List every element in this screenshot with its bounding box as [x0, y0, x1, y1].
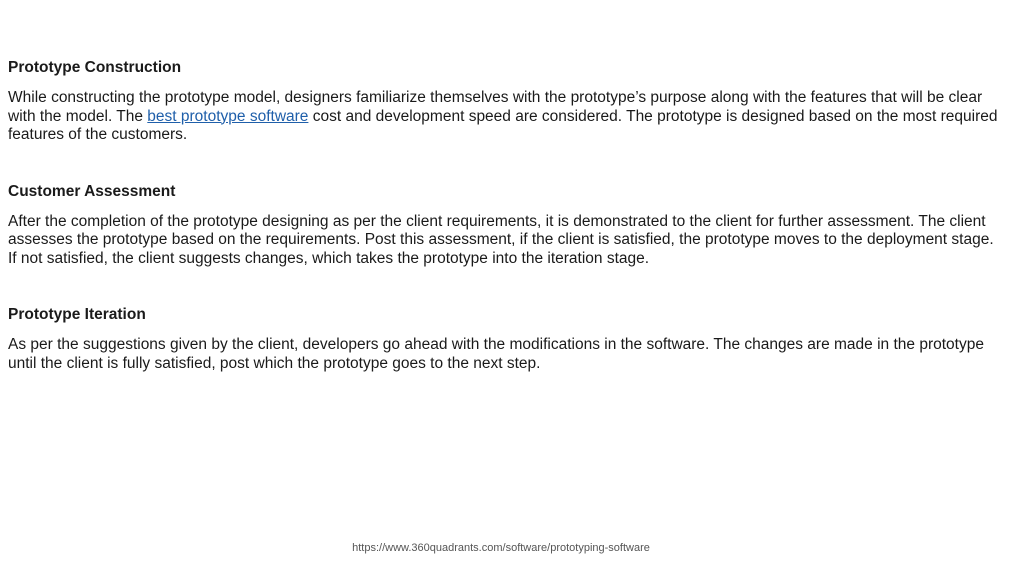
section-prototype-construction: [8, 59, 998, 145]
slide-content: [8, 59, 998, 411]
section-customer-assessment: [8, 183, 998, 269]
section-body: After the completion of the prototype designing as per the client requirements, it is demonstrated to the client for further assessment. The client assesses the prototype based on the requirements. Post this assessment, if the client is satisfied, the prototype moves to the deployment stage. If not satisfied, the client suggests changes, which takes the prototype into the iteration stage.: [8, 212, 994, 267]
section-body: [8, 89, 998, 145]
section-heading: Customer Assessment: [8, 182, 176, 200]
section-heading: Prototype Construction: [8, 59, 182, 76]
body-text: cost and development speed are considered. The prototype is designed based on the most required features of the customers.: [8, 107, 998, 143]
best-prototype-software-link[interactable]: best prototype software: [147, 107, 309, 125]
section-body: As per the suggestions given by the client, developers go ahead with the modifications in the software. The changes are made in the prototype until the client is fully satisfied, post which the prototype goes to the next step.: [8, 336, 984, 372]
section-heading: Prototype Iteration: [8, 306, 146, 323]
footer-source-url: https://www.360quadrants.com/software/prototyping-software: [352, 542, 650, 554]
body-text: While constructing the prototype model, designers familiarize themselves with the prototype’s purpose along with the features that will be clear with the model. The: [8, 89, 983, 125]
section-prototype-iteration: [8, 306, 998, 373]
